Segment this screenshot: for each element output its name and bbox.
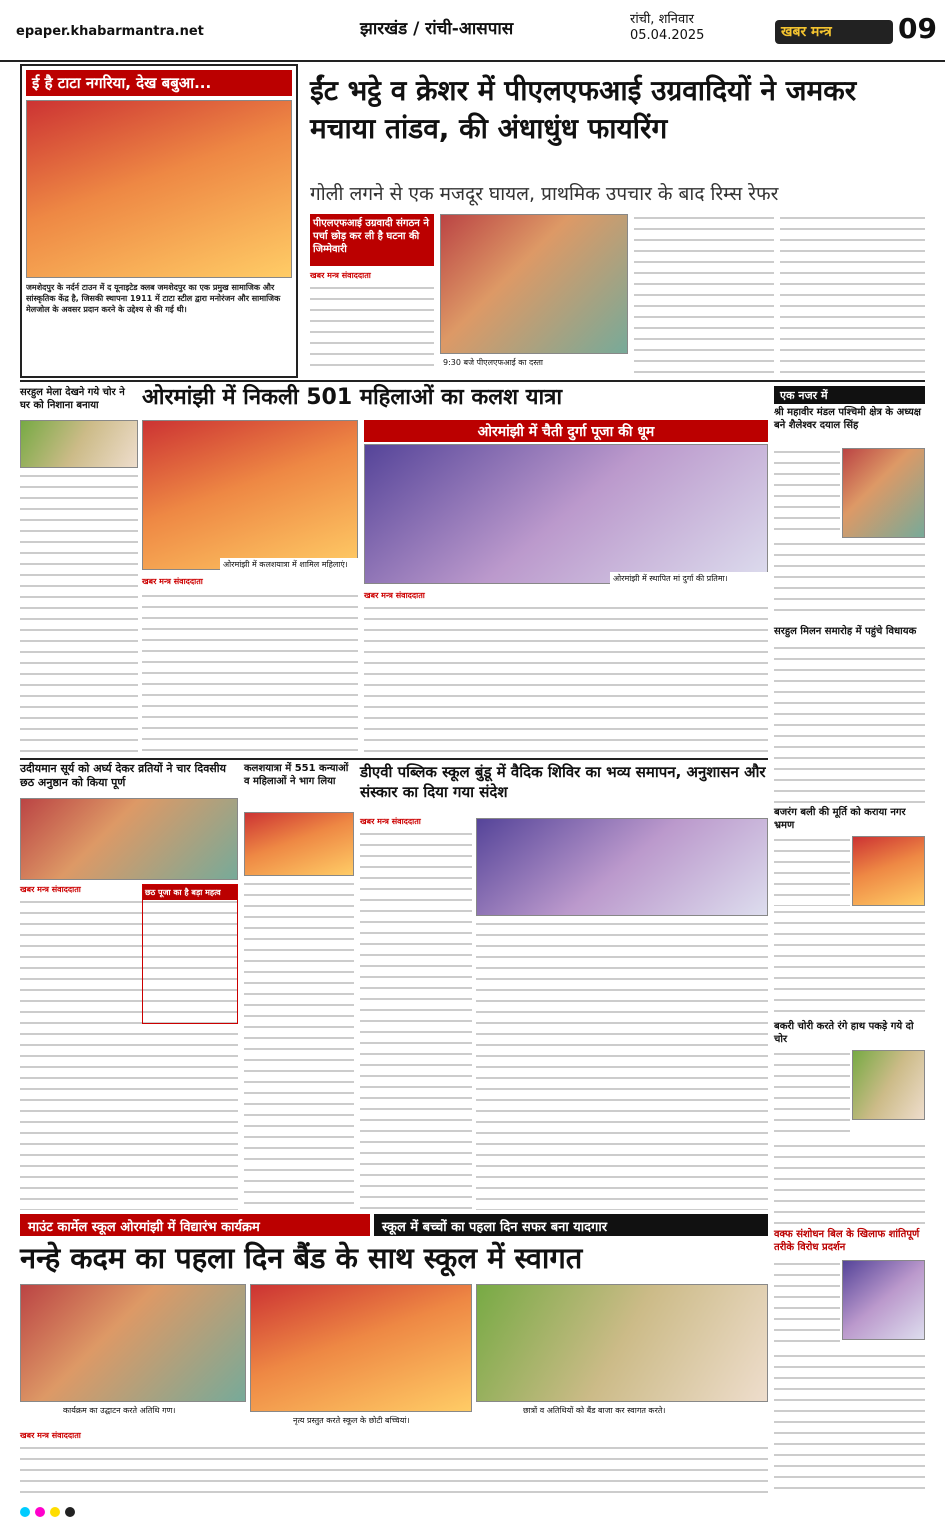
lead-callout: पीएलएफआई उग्रवादी संगठन ने पर्चा छोड़ कर ली है घटना की जिम्मेवारी <box>310 214 434 266</box>
chhath-box <box>142 884 238 1024</box>
waqf-text-a <box>774 1260 840 1350</box>
masthead <box>0 0 945 62</box>
dav-title: डीएवी पब्लिक स्कूल बुंडू में वैदिक शिविर का भव्य समापन, अनुशासन और संस्कार का दिया गया संदेश <box>360 763 766 801</box>
bajrang-text <box>774 836 850 906</box>
kalash-caption: ओरमांझी में कलशयात्रा में शामिल महिलाएं। <box>220 558 358 571</box>
mount-band-1: माउंट कार्मेल स्कूल ओरमांझी में विद्यारंभ कार्यक्रम <box>20 1214 370 1236</box>
dav-byline: खबर मन्त्र संवाददाता <box>360 817 421 826</box>
mount-photo-3 <box>476 1284 768 1402</box>
mount-headline: नन्हे कदम का पहला दिन बैंड के साथ स्कूल में स्वागत <box>20 1241 583 1275</box>
nazar-text-b <box>774 540 925 620</box>
lead-subhead: गोली लगने से एक मजदूर घायल, प्राथमिक उपचार के बाद रिम्स रेफर <box>310 183 779 205</box>
mount-text <box>20 1444 768 1494</box>
lead-photo-caption: 9:30 बजे पीएलएफआई का दस्ता <box>440 356 628 369</box>
mount-band-2: स्कूल में बच्चों का पहला दिन सफर बना यादगार <box>374 1214 768 1236</box>
divider <box>20 758 768 760</box>
chhath-photo <box>20 798 238 880</box>
chor-photo <box>852 1050 925 1120</box>
lead-column-2 <box>634 214 774 374</box>
saras-text <box>20 472 138 752</box>
dateline <box>630 12 704 44</box>
waqf-text-b <box>774 1352 925 1494</box>
dav-text-a <box>360 830 472 1210</box>
divider <box>20 380 925 382</box>
lead-photo <box>440 214 628 354</box>
sarhul-vidhayak-text <box>774 644 925 804</box>
dav-text-b <box>476 920 768 1210</box>
registration-marks <box>20 1502 925 1512</box>
kalash551-text <box>244 880 354 1210</box>
nazar-text-a <box>774 448 840 538</box>
mount-caption-1: कार्यक्रम का उद्घाटन करते अतिथि गण। <box>60 1404 240 1417</box>
kalash551-photo <box>244 812 354 876</box>
site-url[interactable]: epaper.khabarmantra.net <box>16 24 204 39</box>
lead-column-1 <box>310 284 434 374</box>
lead-byline: खबर मन्त्र संवाददाता <box>310 271 371 280</box>
kalash551-title: कलशयात्रा में 551 कन्याओं व महिलाओं ने भाग लिया <box>244 763 349 787</box>
chhath-box-title: छठ पूजा का है बड़ा महत्व <box>143 885 237 900</box>
mount-caption-3: छात्रों व अतिथियों को बैंड बाजा कर स्वागत करते। <box>520 1404 740 1417</box>
nazar-title: श्री महावीर मंडल पश्चिमी क्षेत्र के अध्यक्ष बने शैलेश्वर दयाल सिंह <box>774 407 921 431</box>
kalash-title: ओरमांझी में निकली 501 महिलाओं का कलश यात्रा <box>142 385 563 410</box>
bajrang-text-b <box>774 908 925 1018</box>
waqf-title: वक्फ संशोधन बिल के खिलाफ शांतिपूर्ण तरीके विरोध प्रदर्शन <box>774 1229 920 1253</box>
kalash-text <box>142 592 358 754</box>
place: रांची, शनिवार <box>630 12 694 27</box>
mount-photo-1 <box>20 1284 246 1402</box>
dav-photo <box>476 818 768 916</box>
waqf-photo <box>842 1260 925 1340</box>
chor-title: बकरी चोरी करते रंगे हाथ पकड़े गये दो चोर <box>774 1021 914 1045</box>
chhath-title: उदीयमान सूर्य को अर्घ्य देकर व्रतियों ने चार दिवसीय छठ अनुष्ठान को किया पूर्ण <box>20 762 226 789</box>
bajrang-title: बजरंग बली की मूर्ति को कराया नगर भ्रमण <box>774 807 906 831</box>
durga-title: ओरमांझी में चैती दुर्गा पूजा की धूम <box>364 420 768 442</box>
saras-photo <box>20 420 138 468</box>
tata-title: ई है टाटा नगरिया, देख बबुआ... <box>26 70 292 96</box>
nazar-photo <box>842 448 925 538</box>
saras-title: सरहुल मेला देखने गये चोर ने घर को निशाना बनाया <box>20 387 125 411</box>
durga-text <box>364 604 768 754</box>
section-title: झारखंड / रांची-आसपास <box>360 19 514 39</box>
lead-headline: ईंट भट्ठे व क्रेशर में पीएलएफआई उग्रवादियों ने जमकर मचाया तांडव, की अंधाधुंध फायरिंग <box>310 74 857 145</box>
bajrang-photo <box>852 836 925 906</box>
nazar-label: एक नजर में <box>774 386 925 404</box>
kalash-byline: खबर मन्त्र संवाददाता <box>142 577 203 586</box>
mount-caption-2: नृत्य प्रस्तुत करते स्कूल के छोटी बच्चियां। <box>290 1414 472 1427</box>
durga-byline: खबर मन्त्र संवाददाता <box>364 591 425 600</box>
page-number: 09 <box>898 12 937 45</box>
chor-text-b <box>774 1142 925 1224</box>
tata-photo <box>26 100 292 278</box>
date: 05.04.2025 <box>630 28 705 43</box>
brand-logo: खबर मन्त्र <box>775 20 893 44</box>
durga-photo <box>364 444 768 584</box>
sarhul-vidhayak-title: सरहुल मिलन समारोह में पहुंचे विधायक <box>774 626 917 637</box>
lead-column-3 <box>780 214 925 374</box>
durga-caption: ओरमांझी में स्थापित मां दुर्गा की प्रतिमा। <box>610 572 768 585</box>
tata-caption: जमशेदपुर के नर्दर्न टाउन में द यूनाइटेड क्लब जमशेदपुर का एक प्रमुख सामाजिक और सांस्कृतिक केंद्र है, जिसकी स्थापना 1911 में टाटा स्टील द्वारा मनोरंजन और सामाजिक मेलजोल के अवसर प्रदान करने के उद्देश्य से की गई थी। <box>26 283 281 314</box>
chhath-byline: खबर मन्त्र संवाददाता <box>20 885 81 894</box>
chor-text <box>774 1050 850 1140</box>
kalash-photo <box>142 420 358 570</box>
mount-byline: खबर मन्त्र संवाददाता <box>20 1431 81 1440</box>
mount-photo-2 <box>250 1284 472 1412</box>
tata-box <box>20 64 298 378</box>
